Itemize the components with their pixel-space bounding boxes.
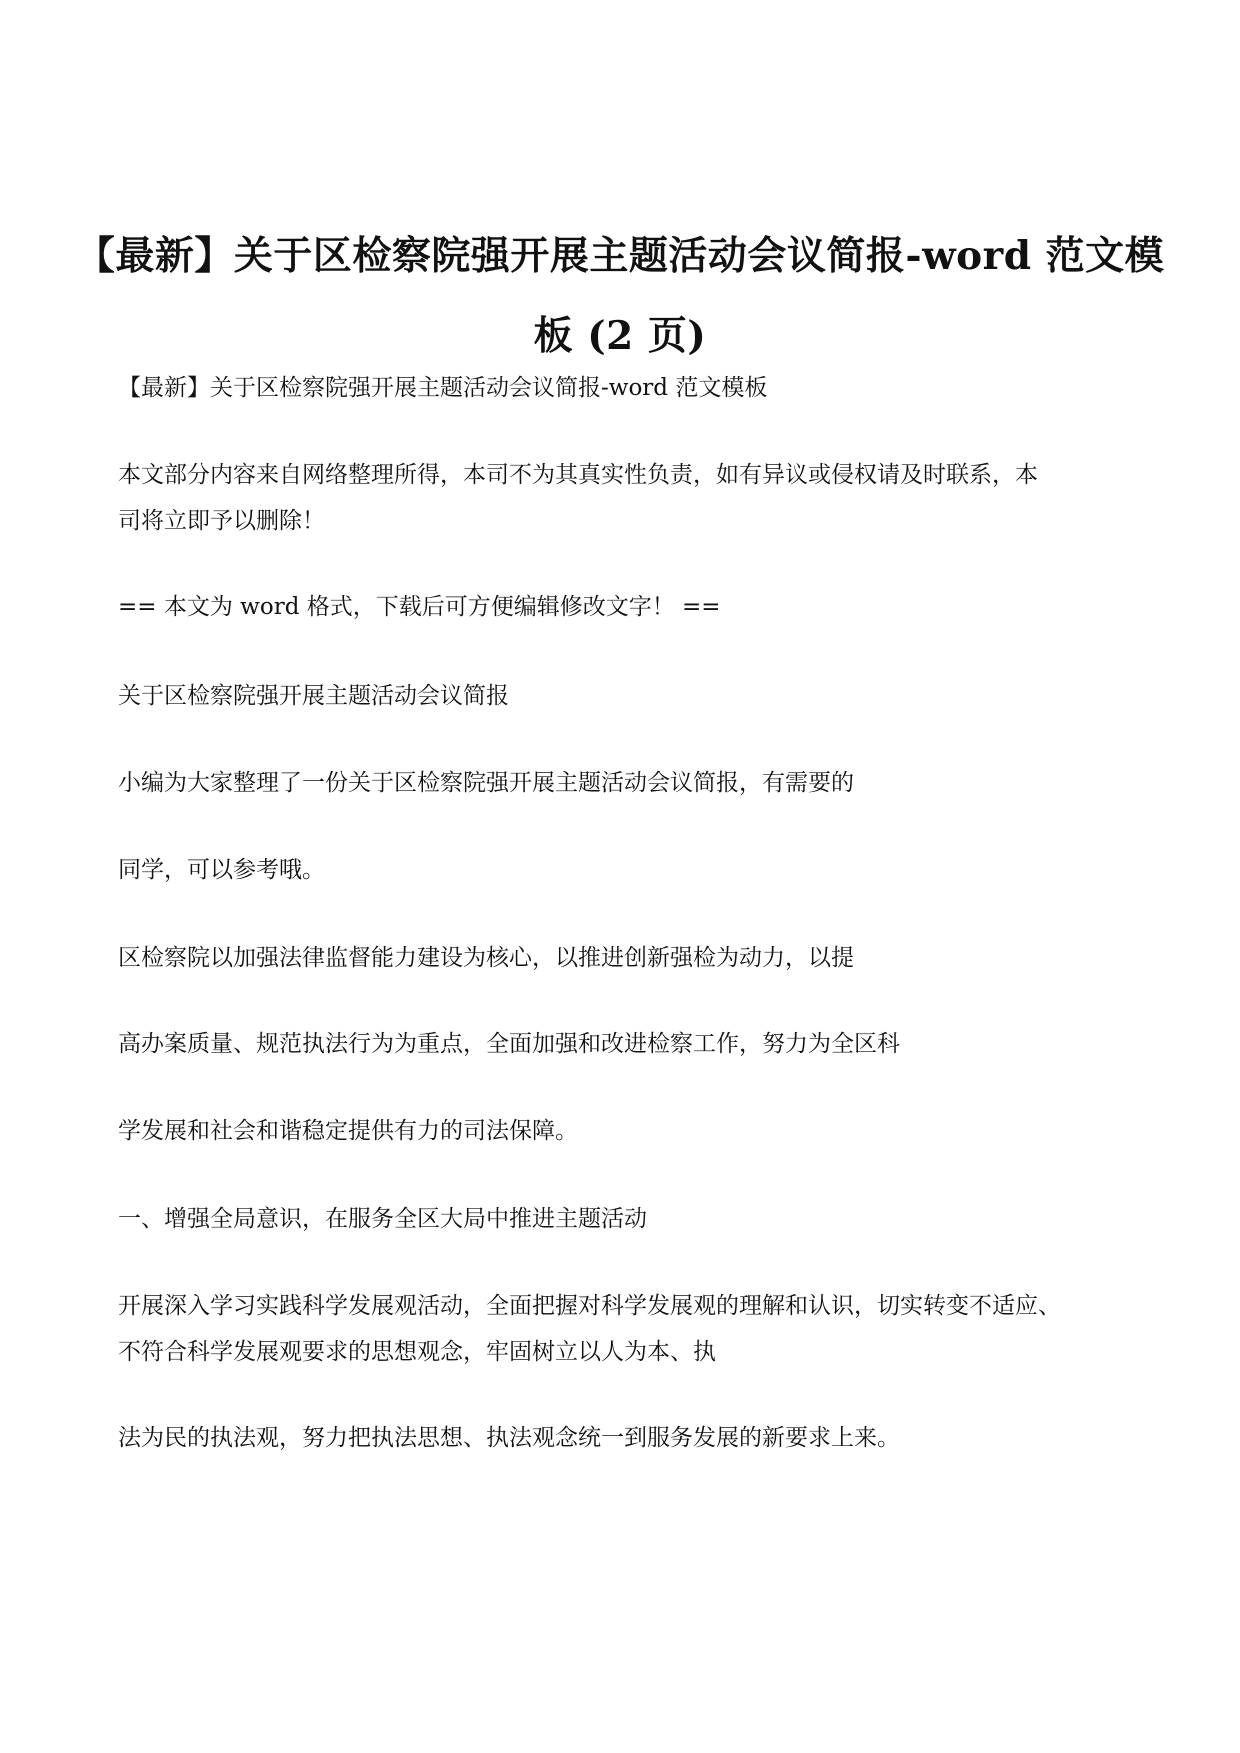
paragraph-line: 区检察院以加强法律监督能力建设为核心，以推进创新强检为动力，以提 xyxy=(118,945,854,971)
paragraph-body xyxy=(118,1021,1128,1067)
paragraph-line: 司将立即予以删除！ xyxy=(118,508,325,534)
paragraph-heading xyxy=(118,673,1128,719)
paragraph-line: == 本文为 word 格式，下载后可方便编辑修改文字！ == xyxy=(118,594,721,620)
document-title xyxy=(0,216,1240,376)
paragraph-line: 小编为大家整理了一份关于区检察院强开展主题活动会议简报，有需要的 xyxy=(118,770,854,796)
paragraph-line: 本文部分内容来自网络整理所得，本司不为其真实性负责，如有异议或侵权请及时联系，本 xyxy=(118,462,1038,488)
title-line-1: 【最新】关于区检察院强开展主题活动会议简报-word 范文模 xyxy=(75,233,1165,279)
paragraph-body xyxy=(118,935,1128,981)
paragraph-line: 法为民的执法观，努力把执法思想、执法观念统一到服务发展的新要求上来。 xyxy=(118,1425,900,1451)
paragraph-line: 同学，可以参考哦。 xyxy=(118,857,325,883)
paragraph-line: 【最新】关于区检察院强开展主题活动会议简报-word 范文模板 xyxy=(118,375,768,401)
paragraph-intro-cont xyxy=(118,847,1128,893)
section-heading-1 xyxy=(118,1196,1128,1242)
paragraph-intro xyxy=(118,760,1128,806)
paragraph-subtitle xyxy=(118,365,1128,411)
paragraph-line: 关于区检察院强开展主题活动会议简报 xyxy=(118,683,509,709)
paragraph-line: 开展深入学习实践科学发展观活动，全面把握对科学发展观的理解和认识，切实转变不适应、 xyxy=(118,1293,1061,1319)
paragraph-line: 不符合科学发展观要求的思想观念，牢固树立以人为本、执 xyxy=(118,1339,716,1365)
paragraph-line: 高办案质量、规范执法行为为重点，全面加强和改进检察工作，努力为全区科 xyxy=(118,1031,900,1057)
paragraph-format-note xyxy=(118,584,1128,630)
paragraph-line: 学发展和社会和谐稳定提供有力的司法保障。 xyxy=(118,1118,578,1144)
paragraph-disclaimer xyxy=(118,452,1128,544)
paragraph-section-body xyxy=(118,1415,1128,1461)
paragraph-body xyxy=(118,1108,1128,1154)
paragraph-line: 一、增强全局意识，在服务全区大局中推进主题活动 xyxy=(118,1206,647,1232)
paragraph-section-body xyxy=(118,1283,1128,1375)
title-line-2: 板 (2 页) xyxy=(533,313,707,359)
